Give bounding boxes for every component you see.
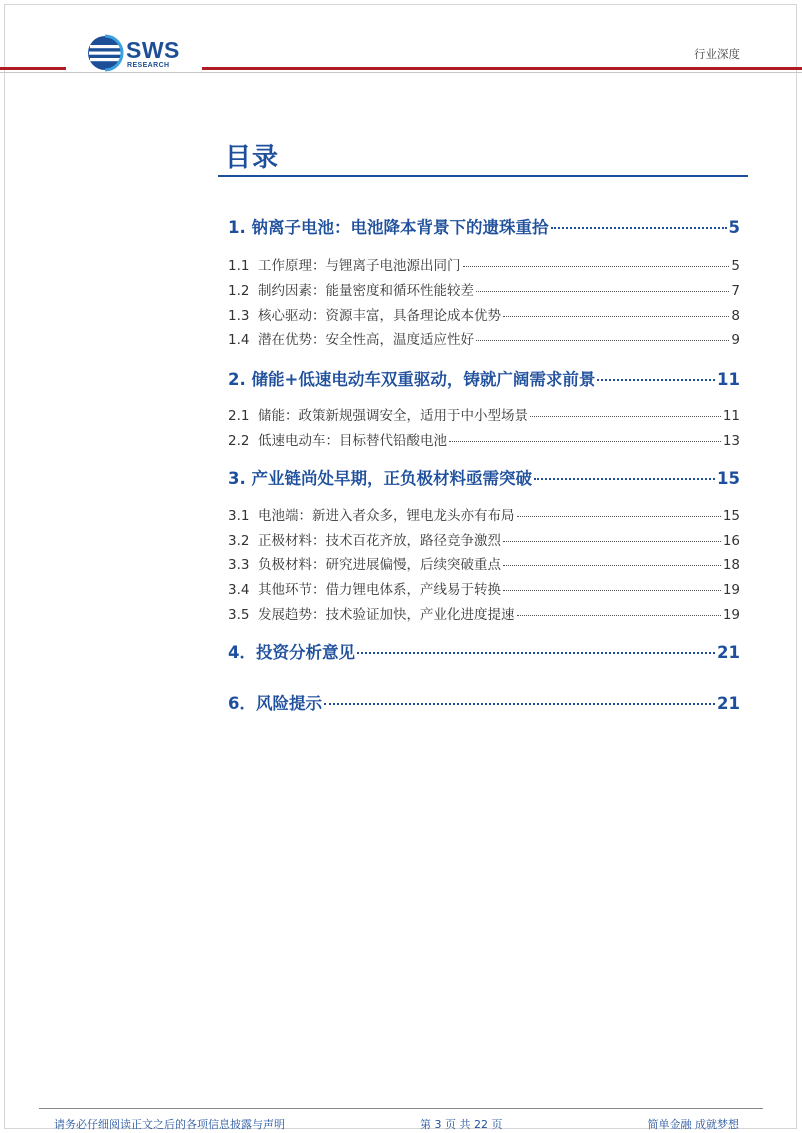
toc-subsection-entry[interactable] (228, 429, 740, 449)
toc-page-number: 13 (722, 433, 740, 449)
toc-leader-dots (551, 227, 727, 229)
toc-entry-number: 2.2 (228, 433, 250, 449)
toc-page-number: 18 (722, 557, 740, 573)
toc-subsection-entry[interactable] (228, 504, 740, 524)
logo-globe-icon (86, 34, 124, 72)
toc-page-number: 7 (731, 283, 740, 299)
toc-entry-title: 3. 产业链尚处早期，正负极材料亟需突破 (228, 469, 532, 488)
toc-entry-number: 3.3 (228, 557, 250, 573)
toc-entry-number: 1.1 (228, 258, 250, 274)
toc-page-number: 9 (731, 332, 740, 348)
footer-slogan: 简单金融 成就梦想 (647, 1118, 739, 1131)
toc-leader-dots (463, 266, 730, 267)
toc-page-number: 15 (717, 469, 740, 488)
header-thin-rule (0, 72, 802, 73)
footer-disclaimer: 请务必仔细阅读正文之后的各项信息披露与声明 (54, 1118, 285, 1131)
toc-entry-number: 3.2 (228, 533, 250, 549)
toc-leader-dots (476, 291, 729, 292)
toc-title-rule (218, 175, 748, 177)
toc-subsection-entry[interactable] (228, 328, 740, 348)
toc-subsection-entry[interactable] (228, 529, 740, 549)
sws-logo (86, 34, 196, 74)
header-rule-right (202, 67, 802, 70)
toc-entry-number: 1.4 (228, 332, 250, 348)
toc-subsection-entry[interactable] (228, 254, 740, 274)
toc-page-number: 21 (717, 694, 740, 713)
toc-subsection-entry[interactable] (228, 279, 740, 299)
toc-entry-title (228, 504, 515, 524)
toc-entry-text: 低速电动车：目标替代铅酸电池 (258, 433, 447, 449)
logo-subtext: RESEARCH (127, 62, 170, 69)
toc-leader-dots (357, 652, 715, 654)
toc-page-number: 11 (717, 370, 740, 389)
toc-entry-title (228, 328, 474, 348)
toc-entry-text: 核心驱动：资源丰富，具备理论成本优势 (258, 308, 501, 324)
toc-entry-number: 2.1 (228, 408, 250, 424)
report-type-label: 行业深度 (694, 47, 740, 61)
toc-page-number: 21 (717, 643, 740, 662)
toc-page-number: 5 (731, 258, 740, 274)
toc-entry-title (228, 429, 447, 449)
toc-subsection-entry[interactable] (228, 404, 740, 424)
toc-leader-dots (517, 615, 721, 616)
toc-section-entry[interactable] (228, 639, 740, 663)
toc-entry-title (228, 578, 501, 598)
toc-section-entry[interactable] (228, 690, 740, 714)
toc-entry-title: 2. 储能+低速电动车双重驱动，铸就广阔需求前景 (228, 370, 596, 389)
toc-page-number: 15 (722, 508, 740, 524)
toc-section-entry[interactable] (228, 214, 740, 238)
toc-entry-title (228, 254, 461, 274)
footer-rule (39, 1108, 763, 1109)
toc-subsection-entry[interactable] (228, 553, 740, 573)
toc-page-number: 5 (728, 218, 740, 237)
toc-entry-text: 储能：政策新规强调安全，适用于中小型场景 (258, 408, 528, 424)
toc-entry-title (228, 279, 474, 299)
toc-entry-title (228, 529, 501, 549)
toc-entry-text: 工作原理：与锂离子电池源出同门 (258, 258, 461, 274)
toc-leader-dots (503, 316, 729, 317)
toc-leader-dots (597, 379, 715, 381)
footer-page-info: 第 3 页 共 22 页 (420, 1118, 503, 1131)
toc-entry-title: 1. 钠离子电池：电池降本背景下的遗珠重拾 (228, 218, 549, 237)
toc-entry-text: 发展趋势：技术验证加快，产业化进度提速 (258, 607, 515, 623)
toc-entry-text: 其他环节：借力锂电体系，产线易于转换 (258, 582, 501, 598)
header-rule-left (0, 67, 66, 70)
toc-leader-dots (517, 516, 721, 517)
toc-entry-title (228, 553, 501, 573)
toc-entry-number: 1.3 (228, 308, 250, 324)
toc-section-entry[interactable] (228, 465, 740, 489)
toc-entry-title (228, 404, 528, 424)
toc-page-number: 19 (722, 607, 740, 623)
toc-title: 目录 (225, 143, 280, 173)
toc-leader-dots (530, 416, 721, 417)
toc-subsection-entry[interactable] (228, 603, 740, 623)
toc-entry-number: 3.1 (228, 508, 250, 524)
toc-page-number: 16 (722, 533, 740, 549)
logo-text: SWS (126, 37, 180, 63)
toc-leader-dots (324, 703, 715, 705)
toc-leader-dots (503, 590, 721, 591)
toc-entry-title: 4．投资分析意见 (228, 643, 355, 662)
toc-entry-number: 3.4 (228, 582, 250, 598)
toc-leader-dots (503, 541, 721, 542)
toc-entry-title (228, 304, 501, 324)
toc-leader-dots (476, 340, 729, 341)
toc-page-number: 8 (731, 308, 740, 324)
toc-section-entry[interactable] (228, 366, 740, 390)
toc-entry-text: 潜在优势：安全性高，温度适应性好 (258, 332, 474, 348)
toc-entry-number: 3.5 (228, 607, 250, 623)
toc-entry-number: 1.2 (228, 283, 250, 299)
toc-entry-text: 正极材料：技术百花齐放，路径竞争激烈 (258, 533, 501, 549)
toc-subsection-entry[interactable] (228, 578, 740, 598)
toc-entry-title (228, 603, 515, 623)
toc-page-number: 19 (722, 582, 740, 598)
toc-entry-text: 负极材料：研究进展偏慢，后续突破重点 (258, 557, 501, 573)
toc-subsection-entry[interactable] (228, 304, 740, 324)
toc-leader-dots (449, 441, 721, 442)
toc-page-number: 11 (722, 408, 740, 424)
toc-leader-dots (503, 565, 721, 566)
toc-entry-text: 电池端：新进入者众多，锂电龙头亦有布局 (258, 508, 515, 524)
toc-entry-title: 6．风险提示 (228, 694, 322, 713)
toc-leader-dots (534, 478, 715, 480)
toc-entry-text: 制约因素：能量密度和循环性能较差 (258, 283, 474, 299)
